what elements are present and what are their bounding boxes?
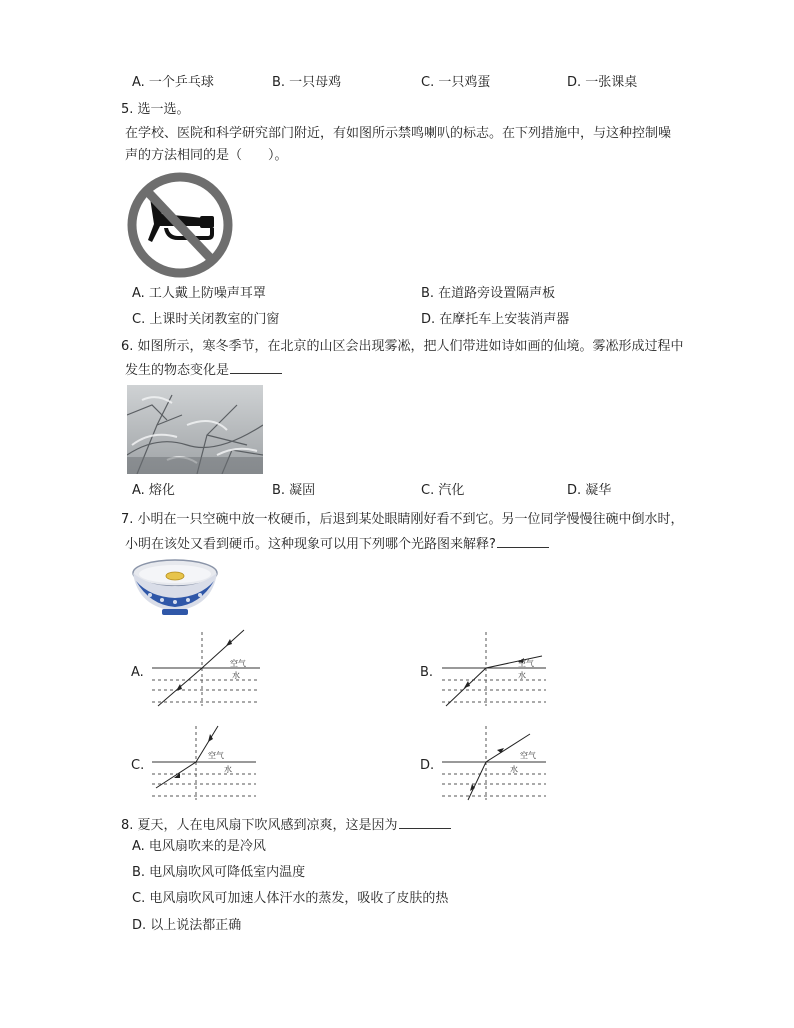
q7-option-b[interactable]: B. <box>420 665 434 680</box>
q7-answer-blank[interactable] <box>497 535 549 548</box>
q5-stem-line1: 在学校、医院和科学研究部门附近，有如图所示禁鸣喇叭的标志。在下列措施中，与这种控制噪 <box>125 126 672 141</box>
q6-stem-line2: 发生的物态变化是 <box>125 361 282 380</box>
q6-option-c[interactable]: C. 汽化 <box>421 483 465 498</box>
q6-answer-blank[interactable] <box>230 361 282 374</box>
label-water: 水 <box>510 765 518 774</box>
q8-stem: 8. 夏天，人在电风扇下吹风感到凉爽，这是因为 <box>121 816 451 835</box>
label-water: 水 <box>232 671 240 680</box>
q5-option-d[interactable]: D. 在摩托车上安装消声器 <box>421 312 570 327</box>
q6-option-b[interactable]: B. 凝固 <box>272 483 316 498</box>
label-air: 空气 <box>208 751 224 760</box>
label-water: 水 <box>518 671 526 680</box>
q5-option-a[interactable]: A. 工人戴上防噪声耳罩 <box>132 286 266 301</box>
q8-answer-blank[interactable] <box>399 816 451 829</box>
q6-option-d[interactable]: D. 凝华 <box>567 483 612 498</box>
q7-stem-line1: 7. 小明在一只空碗中放一枚硬币，后退到某处眼睛刚好看不到它。另一位同学慢慢往碗中倒水时， <box>121 512 684 527</box>
q5-option-b[interactable]: B. 在道路旁设置隔声板 <box>421 286 556 301</box>
label-air: 空气 <box>230 659 246 668</box>
q4-option-d[interactable]: D. 一张课桌 <box>567 75 638 90</box>
q8-option-a[interactable]: A. 电风扇吹来的是冷风 <box>132 839 266 854</box>
label-air: 空气 <box>520 751 536 760</box>
q7-stem-line2: 小明在该处又看到硬币。这种现象可以用下列哪个光路图来解释? <box>125 535 549 554</box>
q6-option-a[interactable]: A. 熔化 <box>132 483 175 498</box>
q5-stem-line2: 声的方法相同的是（ ）。 <box>125 148 288 163</box>
no-horn-sign-icon <box>124 170 236 280</box>
q8-option-b[interactable]: B. 电风扇吹风可降低室内温度 <box>132 865 306 880</box>
q7-diagram-b[interactable] <box>438 628 550 708</box>
q7-diagram-d[interactable] <box>438 722 550 802</box>
q7-diagram-c[interactable] <box>148 722 260 802</box>
q7-diagram-a[interactable] <box>148 628 260 708</box>
q8-option-d[interactable]: D. 以上说法都正确 <box>132 918 242 933</box>
q4-option-a[interactable]: A. 一个乒乓球 <box>132 75 214 90</box>
q5-option-c[interactable]: C. 上课时关闭教室的门窗 <box>132 312 280 327</box>
rime-frost-photo <box>127 385 263 474</box>
q7-option-a[interactable]: A. <box>131 665 144 680</box>
bowl-with-coin-icon <box>130 557 220 619</box>
q4-option-c[interactable]: C. 一只鸡蛋 <box>421 75 491 90</box>
q8-option-c[interactable]: C. 电风扇吹风可加速人体汗水的蒸发，吸收了皮肤的热 <box>132 891 449 906</box>
label-air: 空气 <box>518 659 534 668</box>
q7-option-c[interactable]: C. <box>131 758 145 773</box>
q4-option-b[interactable]: B. 一只母鸡 <box>272 75 342 90</box>
label-water: 水 <box>224 765 232 774</box>
q5-heading: 5. 选一选。 <box>121 102 190 117</box>
q7-option-d[interactable]: D. <box>420 758 435 773</box>
q6-stem-line1: 6. 如图所示，寒冬季节，在北京的山区会出现雾凇，把人们带进如诗如画的仙境。雾凇形成过程中 <box>121 339 684 354</box>
